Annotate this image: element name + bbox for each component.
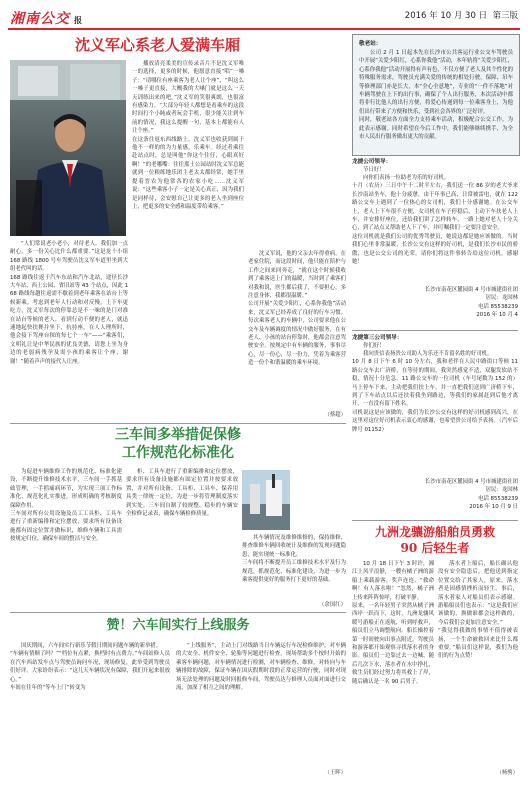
letter3-body: 我向贵信表扬贵公司助人为乐还不肯留名姓的好司机。 10 月 8 日下午 6 时 10 分左右，我和老伴在人民中路街口等候 11 路公交车去广济桥，在等待的期间，我突然感觉不适，双腿发软站不稳，情况十分危急。11 路公交车的一位司机（车号尾数为 152 的）马上停车下来，主动把我们扶上车，并一直把我们送到广济桥下车，到了下车站点以后还扶着我坐到路边，等我们的家属赶到后他才离开，一直没有留下姓名。 司机说这是应该做的，我们为长沙公交有这样的好司机感到高兴，在这里对这位好司机表示衷心的感谢，也希望贵公司给予表扬。（汽车后牌号 01152）	[352, 351, 518, 433]
driver-photo	[10, 60, 126, 236]
driver-photo-image	[10, 60, 126, 236]
newspaper-logo	[10, 8, 160, 26]
workshop-photo-image	[242, 470, 290, 530]
article2-col2: 柜、工具车进行了重新编排和定位摆放，要求所有设备设施都有固定位置并按要求放置，并对所有设备、工具柜、工具车、保养用具类一律统一定位，为进一步将管理制度落实到实处。三车间自制了较规整、稳步的车辆安全检修记录表，确保车辆检修质量。	[126, 469, 238, 518]
article3-col2: “上线服务”，主动上门对线路当日车辆运行车况检修维护，对车辆的大安全、机件安全、轮胎等问题进行检查，现场帮助多个按时开始的乘客车辆问题，对车辆情况进行检测，对车辆检查、维修，对转向与车辆排除的故障，保证车辆在国庆假期时段的正常运营的行驶，同时对现场无法处理的问题及时回报修车间，驾驶员达与修理人员面对面进行交流，加深了相互之间的理解。	[176, 643, 346, 692]
logo-text: 湘南公交	[10, 11, 70, 27]
date-text: 2016 年 10 月 30 日	[404, 11, 488, 21]
letter2-greeting: 节日好！	[363, 167, 385, 173]
masthead-rule	[8, 28, 520, 30]
workshop-photo	[242, 470, 290, 530]
article2-author: （余国红）	[319, 602, 346, 608]
article4-col2: 落水者上船后，船长确认他没有安全隐患后，把他送到指定位置交给了其家人，原来，落水者是因感情挫折而轻生。事后，落水者家人对船员们表示感谢。游船船员们也表示：“这是我们应该做的，换做谁都会这样做的，今后我们会更加注意安全。” “我觉得我做的事情不值得被表扬，一个生命被救回来比什么都重要。”船员们这样说，我们为他们的行为点赞！	[438, 561, 518, 660]
letter2-body: 向你们表扬一位助老为乐的好司机。 十月（农历）三日中午十二时半左右，我们送一位 86 岁的老大爷来长沙南站坐车，他十分疲惫，由于年事已高、日常被雷电，就在 122 路公交车上遇到了一位热心的女司机，我们十分感谢她。在公交车上，老人上下车很不方便，女司机在车子停稳后，主动下车扶老人上车，并安排好座位，还给我们讲了怎样转车，一路上她对老人十分关心，到了站点又帮助老人下了车，并叮嘱我们一定要注意安全。 这位司机就是我们公司的优秀驾驶员，她说这都是她应该做的。当时我们心里非常温暖，长沙公交有这样的好司机，是我们长沙市民的骄傲，也是公交公司的光荣。请你们将这件事转告给这位司机，感谢她！	[352, 175, 518, 266]
article1-title: 沈义军心系老人爱满车厢	[74, 36, 240, 54]
article1-col1: “人们常说老小老小，对待老人，我们加一点耐心，多一份关心比什么都重要。”这是龙十小组 168 路线 1800 号车驾驶员沈义军车道里坐到大组老代叫的话。 168 路线往返于汽车东站和汽车北站，途径长沙大车站、西土公园、省旧站等 43 个站点，因此 168 路线每趟往返需不歇着到老年乘客在站台上等候新乘。考虑到老年人行动和对反慢，上下车更吃力，沈义军每次的停靠总是不一味的是门对准在站台等候的老人，看到行动不便的老人，就迅速地起快扶搀并坐下，抗持座，在人人理所时，他会接下驾座台探的每七个一车“——“乘客们，文明礼让是中华民族的优良美德，请您上坐为身边的老弱病残孕及需小孩的乘客让个座，谢谢！”随着声声的接代人让座。	[10, 241, 128, 365]
article3-title: 赞！六车间实行上线服务	[106, 618, 250, 633]
letter2-date: 2016 年 10 月 4	[476, 312, 518, 319]
letter3	[352, 334, 518, 512]
article4-title-line1: 九洲龙骧游船舶员勇救	[374, 525, 495, 539]
masthead	[0, 0, 528, 34]
article1-col2: 播放清亮柔美的宣传录音片不是沈义军唯一的选择，更多的时候，他愿意直接“唱”一嗓子：“请哪位有座乘客为老人让个座”、“叫这么一嗓子更直接，大概我的大嗓门就是这么一天天训练出来的吧。”沈义军的笑很爽朗，也很富有感染力。“大部分年轻人都想是看乘车的这段时间打个小盹或者玩会手机，很少能关注到车前的情况，我这么提醒一句，基本上都能有人让个座。” 在这条往返东西线路上，沈义军也收获到属于他不一样的的为力量感，乐乘车。经过者乘往赴站点时，总是叫他“你这个往仔，心眼真好啊！”的老哪嘴：往往那士公园站时沈义军总能就到一位粮练地乐团主老太太都经常，她手里提着晋农为他常各的农家小吃……沈义军说：“这些乘客小子一定是关心真正，因为我们是同样待，会安慰自己让更多的老人坐到座位上，把更多的安全感和温度带给乘客。”	[132, 61, 244, 210]
article3-author: （王晖）	[324, 770, 346, 776]
letter3-salutation: 龙捷第三公司领导：	[352, 335, 403, 341]
article2-col3: 其车辆情况及维修维修的，保持维修、排查维修车辆回收统计及维修的发现问题隐患，能实现统一标准化。 三车间将不断提升员工维修技术水平及行为规范，抓规范化、标准化建设，为进一步为乘客提供更好的服务打下更好的基础。	[242, 535, 346, 584]
letter2-org: 长沙市南花区麓园街 4 号市城建街社团	[424, 287, 518, 293]
letter2-salutation: 龙捷公司领导：	[352, 159, 392, 165]
letter3-org: 长沙市南花区麓园街 4 号市城建街社团	[424, 479, 518, 485]
article1-col3: 沈义军说，他的父亲去年得重病，在老家住院，而这段时间，他只能在陪护与工作之间来回奔走，“就在这个时候我收到了乘客送上门的温暖，当时到了乘客们对我和说，医生都后我了，不要担心，多注意身体，我都很温暖。” 公司开展“关爱少阳红，心系你我他”活动来，沈义军已经养成了良好的行车习惯。每次乘客老人的车辆中，公司要求他在公交车及车辆调度的情况中做好服务，在有老人、小孩的站台停靠时，他都会注意驾驶安全。按规定中有车辆的服务，事事尽心，尽一份心，尽一份力，凭着为乘客营造一份个和谐温暖的乘车环境。	[248, 251, 346, 367]
article2-col1: 为促进车辆维修工作的规范化、标准化建设，不断提升维修技术水平，三车间一手抓基础管理，一手抓痛病环节，为实现三项工作标准化、规范化扎实推进，形成明确的考核制度保障作用。 三车间对所有公用设施及员工工具柜、工具车进行了重新编排和定位摆放，要求所有设备设施都有固定位置并做标识，维修车辆和工具需按规定归位，确保车间的整洁与安全。	[10, 469, 122, 543]
letter1-box	[352, 34, 520, 156]
letters-divider	[352, 330, 518, 331]
article2-title-line2: 工作规范化标准化	[122, 445, 234, 461]
article2-title	[10, 426, 346, 462]
section-divider	[10, 423, 346, 424]
article4-col1: 10 月 18 日下午 3 时许，湘江上风平浪静，一艘有橘子洲的游船上乘载游客，奖声连连。“救命啊！有人落水啦！”忽然，橘子洲上传来阵阵惊呼，打破平静。 原来，一名年轻男子突然从橘子洲西岸一跃而下，这时，九洲龙骧风暖号游船正在返航，听到呼救声，船员们立马调整航向。船长操控着第一时间驶向出事点附近，驾驶员和游客都开始观察寻找落水者的身影。船员们一边靠过去一边喊，随后几次下水，落水者在水中挣扎，救生员们经过努力将其救上了岸，随后确认是一名 90 后男子。	[352, 561, 434, 685]
letter3-greeting: 你们好！	[363, 343, 385, 349]
letter3-name: 居民：龙国林	[485, 487, 518, 494]
letters-divider-2	[352, 520, 518, 521]
letter3-tel: 电话 85538239	[478, 495, 518, 502]
issue-date	[405, 9, 518, 21]
letter2	[352, 158, 518, 320]
letter1-body: 公司 2 月 1 日起本先在长沙市公共客运行业公交车驾驶员中开展“关爱少阳红，心系你我他”活动，本年轨将“关爱少阳红，心系你我他”活动开展得有声有色，不仅方便了老人及其个性化的特殊服务需求，驾驶员充满关爱的传统的相处行驶，保障、吊车等修理部门亦是长大，本“全心全意地”，专业的“一件不落地”对车辆驾驶在上下的出行事，确保了个人出行服务，本次活动中都将非行比他人的出行方便，将爱心传递到每一位乘客身上，为他们出行带来了方便和快乐，受到社会各界的广泛好评。 同时，敬老站各方面全力支持乘车活动，积极配合公交工作，为此表示感谢。同时希望在今后工作中，我们能够继续携手，为全市人民出行服务做出更大的贡献。	[359, 50, 513, 141]
section-divider-2	[10, 612, 346, 613]
letter2-signature	[352, 286, 518, 320]
article1-author: （蔡超）	[324, 412, 346, 418]
letter3-date: 2016 年 10 月 9 日	[469, 504, 518, 511]
article3-col1: 国庆期间，六车间实行新乐节假日期间问题车辆的新举措。 “车辆有情顺了吗？”“档位有点紧，换档时有点费力。”车间站修人员在汽车西站发车点与驾驶员询问车况，现场修复，此举受到驾驶员们好评。大家纷纷表示：“这儿天车辆状况有保障，我们开起来很放心。” 车间在往年的“等车上门”转变为	[10, 643, 170, 692]
article2-title-line1: 三车间多举措促保修	[115, 427, 241, 443]
letter2-tel: 电话 85538239	[478, 303, 518, 310]
article4-author: （杨骋）	[496, 770, 518, 776]
logo-sub: 报	[74, 15, 82, 25]
letter2-name: 居民：龙国林	[485, 295, 518, 302]
letter3-signature	[352, 478, 518, 512]
page-number: 第三版	[492, 11, 518, 21]
article4-title-line2: 90 后轻生者	[400, 541, 470, 555]
article4-title	[352, 524, 518, 556]
letter1-salutation: 敬老站：	[359, 41, 382, 47]
